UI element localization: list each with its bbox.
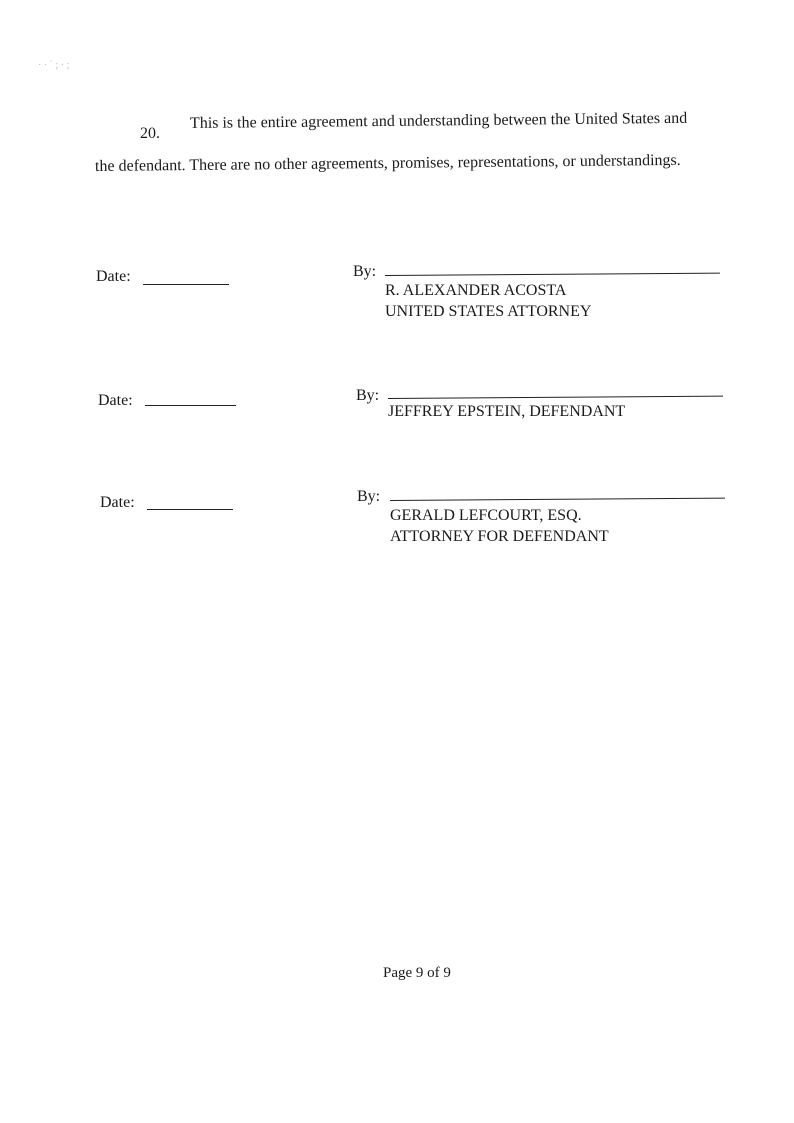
by-label: By: — [353, 263, 377, 280]
signatory-name-line: R. ALEXANDER ACOSTA — [385, 282, 567, 299]
by-label: By: — [356, 387, 380, 404]
date-label: Date: — [96, 268, 131, 285]
signatory-name-line: JEFFREY EPSTEIN, DEFENDANT — [388, 403, 626, 420]
signatory-name — [385, 280, 591, 322]
paragraph-line-1: This is the entire agreement and understanding between the United States and — [189, 109, 688, 132]
date-signature-line — [147, 509, 233, 510]
signatory-name — [388, 401, 625, 422]
page-number: Page 9 of 9 — [383, 965, 451, 981]
scan-noise: · · ´ ; · ; — [38, 60, 70, 71]
by-signature-line — [388, 396, 723, 399]
signatory-title-line: ATTORNEY FOR DEFENDANT — [390, 528, 609, 545]
by-signature-line — [385, 273, 720, 276]
by-signature-line — [390, 498, 725, 501]
date-signature-line — [143, 284, 229, 285]
paragraph-number: 20. — [140, 125, 160, 142]
by-label: By: — [357, 488, 381, 505]
signatory-title-line: UNITED STATES ATTORNEY — [385, 303, 592, 320]
signatory-name-line: GERALD LEFCOURT, ESQ. — [390, 507, 582, 524]
date-signature-line — [145, 405, 236, 406]
signatory-name — [390, 505, 609, 547]
date-label: Date: — [98, 392, 133, 409]
date-label: Date: — [100, 494, 135, 511]
paragraph-line-2: the defendant. There are no other agreements, promises, representations, or understandings. — [94, 151, 681, 175]
